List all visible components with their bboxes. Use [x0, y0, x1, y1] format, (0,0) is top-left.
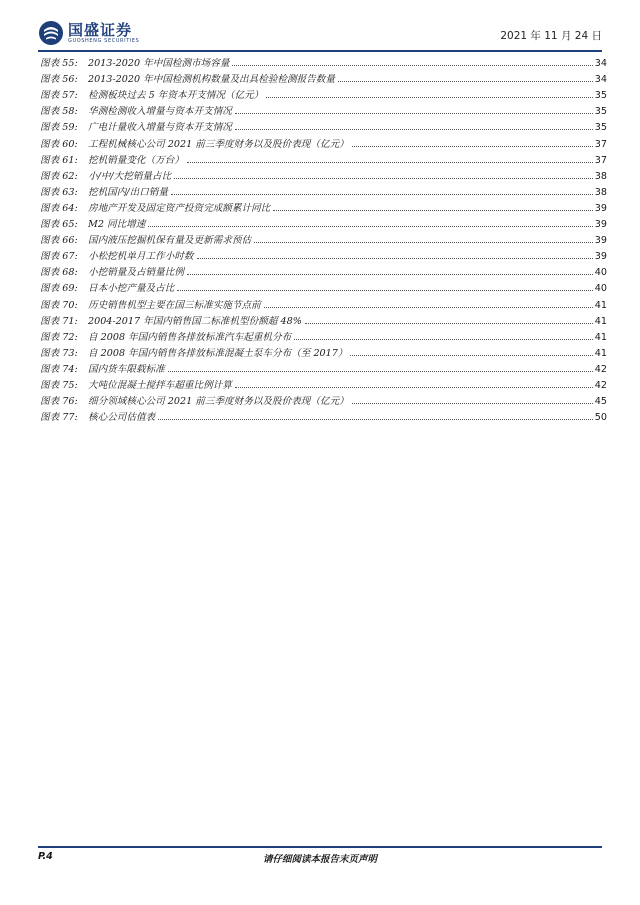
toc-entry-title: 2013-2020 年中国检测市场容量 [88, 58, 230, 70]
toc-entry-page: 35 [594, 106, 607, 118]
toc-entry[interactable] [40, 359, 607, 375]
toc-entry-title: 国内货车限载标准 [88, 363, 165, 375]
toc-entry-label: 图表 61: [40, 154, 78, 166]
logo-icon [38, 20, 64, 46]
toc-entry[interactable] [40, 166, 607, 182]
toc-entry-title: 大吨位混凝土搅拌车超重比例计算 [88, 379, 232, 391]
toc-entry-page: 34 [594, 74, 607, 86]
page-header [38, 18, 602, 48]
toc-entry[interactable] [40, 182, 607, 198]
toc-entry-leader [197, 258, 593, 259]
toc-entry[interactable] [40, 69, 607, 85]
toc-entry-page: 39 [594, 251, 607, 263]
toc-entry-label: 图表 56: [40, 74, 78, 86]
toc-entry-label: 图表 64: [40, 202, 78, 214]
toc-entry-leader [187, 274, 593, 275]
toc-entry-title: 小/中/大挖销量占比 [88, 170, 172, 182]
toc-entry-leader [235, 113, 593, 114]
toc-entry-label: 图表 69: [40, 283, 78, 295]
toc-entry-title: 自 2008 年国内销售各排放标准混凝土泵车分布（至 2017） [88, 347, 348, 359]
toc-entry-page: 40 [594, 267, 607, 279]
toc-entry-title: 挖机国内/出口销量 [88, 186, 168, 198]
toc-entry[interactable] [40, 214, 607, 230]
toc-entry-label: 图表 58: [40, 106, 78, 118]
toc-entry-label: 图表 55: [40, 58, 78, 70]
toc-entry-label: 图表 74: [40, 363, 78, 375]
toc-entry-label: 图表 73: [40, 347, 78, 359]
toc-entry-label: 图表 72: [40, 331, 78, 343]
toc-entry[interactable] [40, 407, 607, 423]
toc-entry-leader [171, 194, 593, 195]
footer-divider [38, 846, 602, 848]
footer-disclaimer: 请仔细阅读本报告末页声明 [262, 854, 377, 865]
toc-entry[interactable] [40, 150, 607, 166]
toc-entry-leader [294, 339, 593, 340]
toc-entry-title: M2 同比增速 [88, 219, 146, 231]
company-logo [38, 20, 139, 46]
toc-entry-leader [168, 371, 593, 372]
toc-entry-title: 小挖销量及占销量比例 [88, 267, 184, 279]
toc-entry-leader [187, 162, 593, 163]
toc-entry[interactable] [40, 343, 607, 359]
toc-entry-leader [235, 129, 593, 130]
toc-entry-label: 图表 65: [40, 219, 78, 231]
toc-entry-label: 图表 67: [40, 251, 78, 263]
toc-entry[interactable] [40, 391, 607, 407]
toc-entry-leader [235, 387, 593, 388]
table-of-figures [40, 53, 607, 423]
toc-entry-page: 42 [594, 363, 607, 375]
toc-entry-leader [273, 210, 593, 211]
toc-entry-label: 图表 60: [40, 138, 78, 150]
toc-entry-title: 2004-2017 年国内销售国二标准机型份额超 48% [88, 315, 302, 327]
page-number: P.4 [38, 851, 53, 862]
toc-entry[interactable] [40, 278, 607, 294]
toc-entry-title: 工程机械核心公司 2021 前三季度财务以及股价表现（亿元） [88, 138, 349, 150]
toc-entry-title: 挖机销量变化（万台） [88, 154, 184, 166]
toc-entry[interactable] [40, 53, 607, 69]
toc-entry-label: 图表 57: [40, 90, 78, 102]
toc-entry-page: 41 [594, 315, 607, 327]
toc-entry-page: 39 [594, 235, 607, 247]
toc-entry-leader [177, 290, 592, 291]
toc-entry-leader [305, 323, 593, 324]
toc-entry-title: 自 2008 年国内销售各排放标准汽车起重机分布 [88, 331, 292, 343]
toc-entry-leader [350, 355, 592, 356]
page-footer [38, 851, 602, 867]
toc-entry[interactable] [40, 133, 607, 149]
toc-entry-label: 图表 75: [40, 379, 78, 391]
toc-entry-label: 图表 66: [40, 235, 78, 247]
toc-entry-page: 41 [594, 347, 607, 359]
toc-entry-label: 图表 68: [40, 267, 78, 279]
toc-entry-title: 2013-2020 年中国检测机构数量及出具检验检测报告数量 [88, 74, 335, 86]
report-date: 2021 年 11 月 24 日 [500, 30, 602, 42]
toc-entry-page: 34 [594, 58, 607, 70]
toc-entry-leader [352, 146, 593, 147]
toc-entry-label: 图表 59: [40, 122, 78, 134]
toc-entry[interactable] [40, 246, 607, 262]
toc-entry[interactable] [40, 327, 607, 343]
toc-entry-title: 历史销售机型主要在国三标准实施节点前 [88, 299, 261, 311]
toc-entry-page: 41 [594, 299, 607, 311]
toc-entry-page: 39 [594, 219, 607, 231]
header-divider [38, 50, 602, 52]
toc-entry-page: 37 [594, 138, 607, 150]
toc-entry-leader [174, 178, 593, 179]
toc-entry-title: 国内液压挖掘机保有量及更新需求预估 [88, 235, 252, 247]
toc-entry-leader [158, 419, 593, 420]
toc-entry-title: 日本小挖产量及占比 [88, 283, 175, 295]
toc-entry-page: 39 [594, 202, 607, 214]
logo-name-cn: 国盛证券 [68, 20, 133, 39]
toc-entry-leader [266, 97, 592, 98]
toc-entry[interactable] [40, 262, 607, 278]
toc-entry[interactable] [40, 311, 607, 327]
toc-entry-title: 房地产开发及固定资产投资完成额累计同比 [88, 202, 271, 214]
toc-entry-page: 37 [594, 154, 607, 166]
toc-entry[interactable] [40, 375, 607, 391]
toc-entry-leader [352, 403, 593, 404]
toc-entry-label: 图表 63: [40, 186, 78, 198]
toc-entry-page: 38 [594, 170, 607, 182]
toc-entry-title: 核心公司估值表 [88, 412, 156, 424]
toc-entry-title: 小松挖机单月工作小时数 [88, 251, 194, 263]
toc-entry[interactable] [40, 117, 607, 133]
toc-entry[interactable] [40, 198, 607, 214]
toc-entry-page: 35 [594, 90, 607, 102]
toc-entry[interactable] [40, 85, 607, 101]
toc-entry-page: 38 [594, 186, 607, 198]
toc-entry-page: 42 [594, 379, 607, 391]
toc-entry-label: 图表 71: [40, 315, 78, 327]
toc-entry-label: 图表 70: [40, 299, 78, 311]
toc-entry-leader [264, 307, 593, 308]
toc-entry-label: 图表 77: [40, 412, 78, 424]
logo-name-en: GUOSHENG SECURITIES [68, 37, 140, 44]
toc-entry-title: 检测板块过去 5 年资本开支情况（亿元） [88, 90, 264, 102]
toc-entry-page: 50 [594, 412, 607, 424]
toc-entry-leader [338, 81, 593, 82]
toc-entry-title: 广电计量收入增量与资本开支情况 [88, 122, 232, 134]
toc-entry-leader [232, 65, 592, 66]
toc-entry-page: 45 [594, 396, 607, 408]
toc-entry-page: 40 [594, 283, 607, 295]
toc-entry-label: 图表 76: [40, 396, 78, 408]
toc-entry-page: 41 [594, 331, 607, 343]
toc-entry-leader [254, 242, 593, 243]
toc-entry-label: 图表 62: [40, 170, 78, 182]
toc-entry-title: 华测检测收入增量与资本开支情况 [88, 106, 232, 118]
toc-entry[interactable] [40, 294, 607, 310]
toc-entry-leader [148, 226, 592, 227]
toc-entry-title: 细分领域核心公司 2021 前三季度财务以及股价表现（亿元） [88, 396, 349, 408]
toc-entry[interactable] [40, 101, 607, 117]
toc-entry[interactable] [40, 230, 607, 246]
toc-entry-page: 35 [594, 122, 607, 134]
